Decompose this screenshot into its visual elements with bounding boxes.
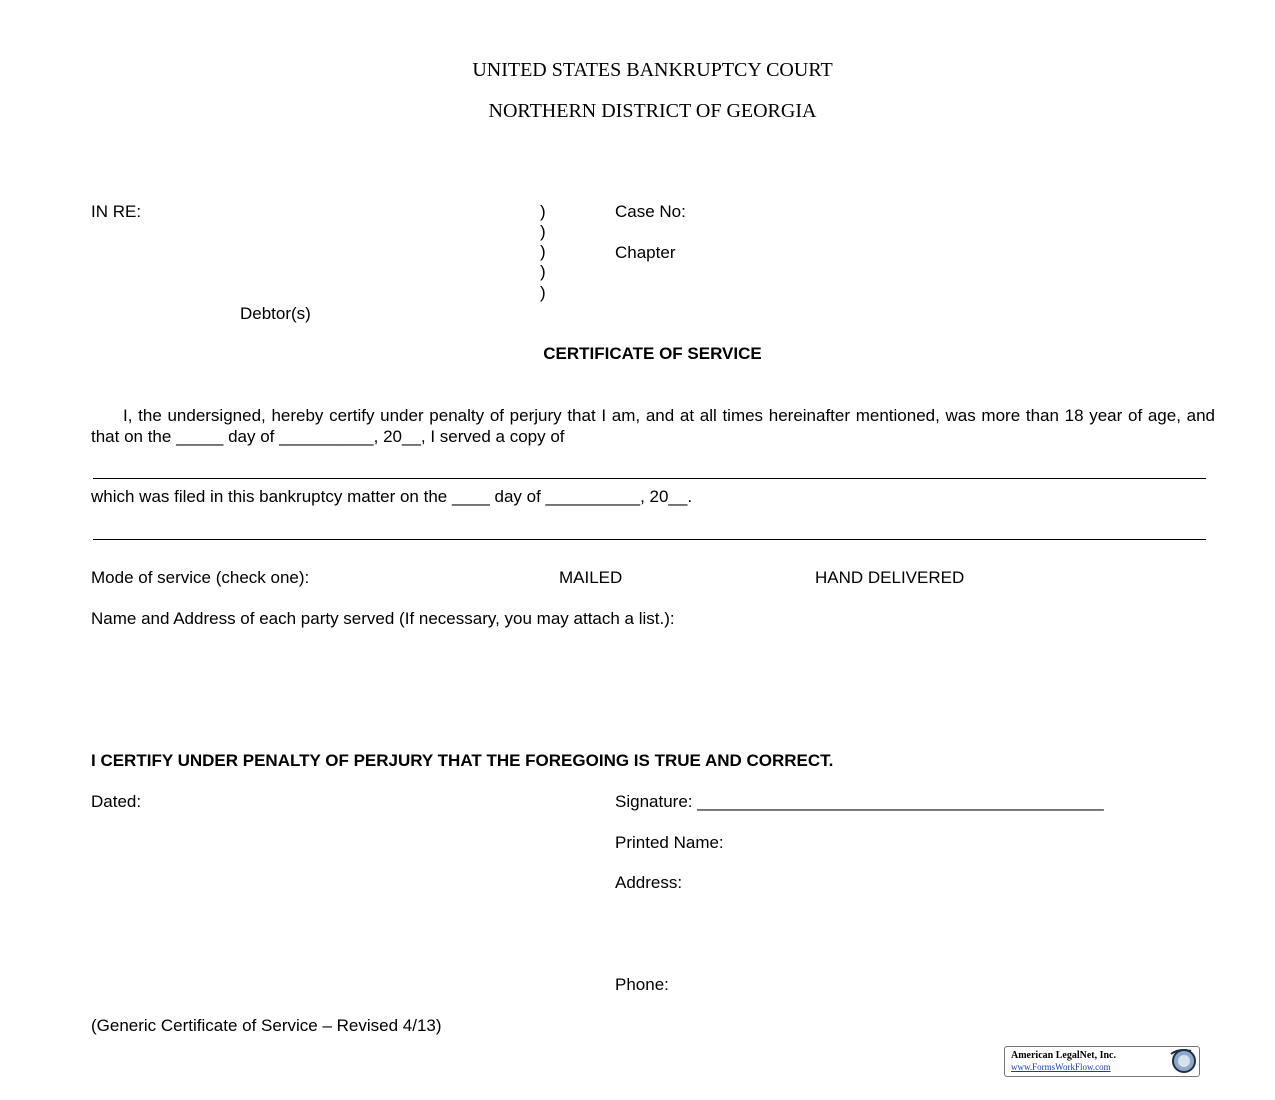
printed-name-label: Printed Name: [615, 833, 724, 852]
case-no-label: Case No: [615, 202, 686, 221]
form-revision-note: (Generic Certificate of Service – Revised 4/13) [91, 1016, 442, 1035]
court-name: UNITED STATES BANKRUPTCY COURT [472, 59, 833, 81]
filed-date-line: which was filed in this bankruptcy matter on the ____ day of __________, 20__. [91, 487, 693, 506]
district-name: NORTHERN DISTRICT OF GEORGIA [488, 100, 817, 122]
document-served-line [93, 478, 1206, 479]
chapter-label: Chapter [615, 243, 676, 262]
certify-statement: I CERTIFY UNDER PENALTY OF PERJURY THAT THE FOREGOING IS TRUE AND CORRECT. [91, 751, 834, 770]
phone-label: Phone: [615, 975, 669, 994]
caption-paren: ) [540, 283, 546, 302]
address-label: Address: [615, 873, 683, 892]
in-re-label: IN RE: [91, 202, 142, 221]
caption-paren: ) [540, 262, 546, 281]
publisher-logo[interactable] [1004, 1046, 1200, 1077]
logo-url-link[interactable]: www.FormsWorkFlow.com [1011, 1062, 1111, 1072]
mode-hand-delivered-option: HAND DELIVERED [815, 568, 965, 587]
logo-company-name: American LegalNet, Inc. [1011, 1050, 1116, 1061]
debtors-label: Debtor(s) [240, 304, 311, 323]
caption-paren: ) [540, 202, 546, 221]
parties-served-label: Name and Address of each party served (If necessary, you may attach a list.): [91, 609, 675, 628]
mode-mailed-option: MAILED [559, 568, 623, 587]
caption-paren: ) [540, 242, 546, 261]
globe-icon [1169, 1048, 1197, 1074]
blank-line [93, 539, 1206, 540]
dated-label: Dated: [91, 792, 142, 811]
signature-line: Signature: ___________________________________________ [615, 792, 1104, 811]
document-title: CERTIFICATE OF SERVICE [543, 344, 762, 363]
caption-paren: ) [540, 222, 546, 241]
mode-of-service-label: Mode of service (check one): [91, 568, 310, 587]
certification-paragraph: I, the undersigned, hereby certify under penalty of perjury that I am, and at all times hereinafter mentioned, was more than 18 year of age, and that on the _____ day of __________, 20__, I served a copy of [91, 406, 1215, 446]
